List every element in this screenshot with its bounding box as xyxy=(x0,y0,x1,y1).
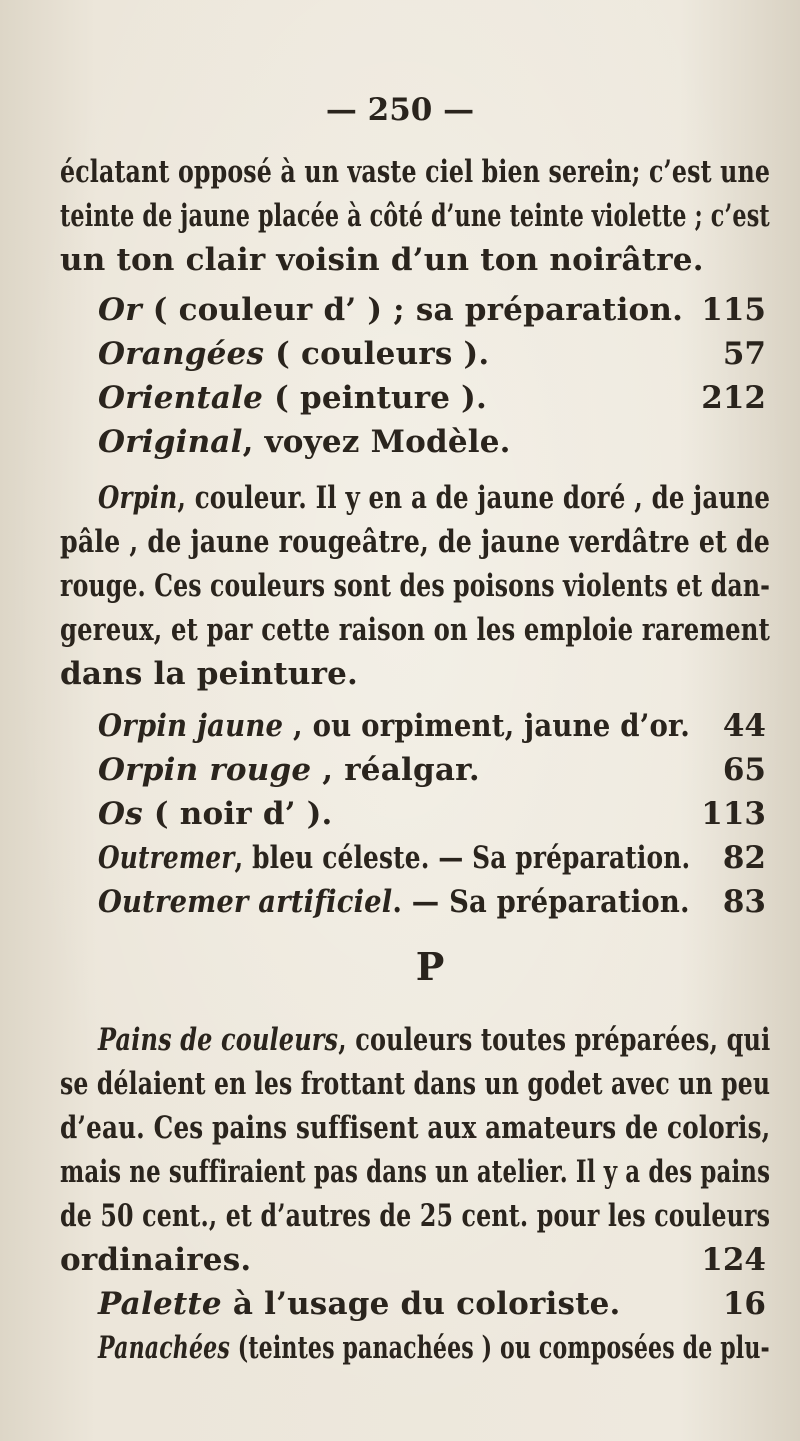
entry-page-number: 115 xyxy=(701,292,766,328)
entry-text: ( noir d’ ). xyxy=(142,796,333,832)
paragraph-line: mais ne suffiraient pas dans un atelier. Il y a des pains xyxy=(60,1154,771,1190)
index-entry xyxy=(98,334,489,374)
paragraph-line: teinte de jaune placée à côté d’une teinte violette ; c’est xyxy=(60,198,770,234)
entry-term: Outremer artificiel xyxy=(98,884,393,920)
entry-text: , réalgar. xyxy=(311,752,480,788)
paragraph-line: pâle , de jaune rougeâtre, de jaune verdâtre et de xyxy=(60,524,771,560)
entry-page-number: 44 xyxy=(722,708,766,744)
entry-term: Palette xyxy=(98,1286,222,1322)
entry-page-number: 124 xyxy=(701,1242,766,1278)
index-entry xyxy=(98,838,690,878)
entry-page-number: 16 xyxy=(722,1286,766,1322)
entry-page-number: 57 xyxy=(722,336,766,372)
entry-term: Orpin xyxy=(98,480,178,516)
section-letter: P xyxy=(415,944,445,989)
entry-text: . — Sa préparation. xyxy=(392,884,690,920)
entry-text: à l’usage du coloriste. xyxy=(221,1286,621,1322)
paragraph-line: éclatant opposé à un vaste ciel bien serein; c’est une xyxy=(60,154,771,190)
paragraph-line: gereux, et par cette raison on les emploie rarement xyxy=(60,612,770,648)
entry-term: Orpin jaune xyxy=(98,708,284,744)
entry-term: Original xyxy=(98,424,243,460)
index-entry xyxy=(98,706,690,746)
paragraph-line: dans la peinture. xyxy=(60,656,359,692)
paragraph-line: d’eau. Ces pains suffisent aux amateurs de coloris, xyxy=(60,1110,771,1146)
entry-page-number: 65 xyxy=(722,752,766,788)
entry-text: , voyez Modèle. xyxy=(242,424,511,460)
entry-term: Orientale xyxy=(98,380,264,416)
paragraph-line: rouge. Ces couleurs sont des poisons violents et dan- xyxy=(60,568,771,604)
index-entry xyxy=(98,290,683,330)
index-entry xyxy=(98,882,690,922)
entry-term: Outremer xyxy=(98,840,235,876)
entry-text: , ou orpiment, jaune d’or. xyxy=(283,708,690,744)
paragraph-line xyxy=(98,478,770,518)
entry-text: ( couleur d’ ) ; sa préparation. xyxy=(141,292,684,328)
entry-term: Orpin rouge xyxy=(98,752,312,788)
paragraph-line xyxy=(98,1020,770,1060)
page-number: — 250 — xyxy=(325,92,475,128)
entry-page-number: 212 xyxy=(701,380,766,416)
paragraph-line: de 50 cent., et d’autres de 25 cent. pour les couleurs xyxy=(60,1198,771,1234)
entry-term: Orangées xyxy=(98,336,265,372)
entry-page-number: 83 xyxy=(722,884,766,920)
index-entry xyxy=(98,1284,621,1324)
paragraph-line: un ton clair voisin d’un ton noirâtre. xyxy=(60,242,704,278)
paragraph-text: , couleurs toutes préparées, qui xyxy=(338,1022,771,1058)
paragraph-text: , couleur. Il y en a de jaune doré , de jaune xyxy=(177,480,771,516)
paragraph-line: ordinaires. xyxy=(60,1242,252,1278)
entry-text: , bleu céleste. — Sa préparation. xyxy=(234,840,691,876)
index-entry xyxy=(98,422,511,462)
index-entry xyxy=(98,378,487,418)
entry-term: Os xyxy=(98,796,143,832)
entry-term: Pains de couleurs xyxy=(98,1022,339,1058)
paragraph-line: se délaient en les frottant dans un godet avec un peu xyxy=(60,1066,771,1102)
index-entry xyxy=(98,750,480,790)
entry-page-number: 113 xyxy=(701,796,766,832)
entry-text: ( couleurs ). xyxy=(264,336,490,372)
entry-page-number: 82 xyxy=(722,840,766,876)
entry-text: ( peinture ). xyxy=(263,380,488,416)
entry-term: Or xyxy=(98,292,142,328)
entry-text: (teintes panachées ) ou composées de plu- xyxy=(229,1330,770,1366)
entry-term: Panachées xyxy=(98,1330,230,1366)
index-entry xyxy=(98,794,333,834)
index-entry xyxy=(98,1328,770,1368)
